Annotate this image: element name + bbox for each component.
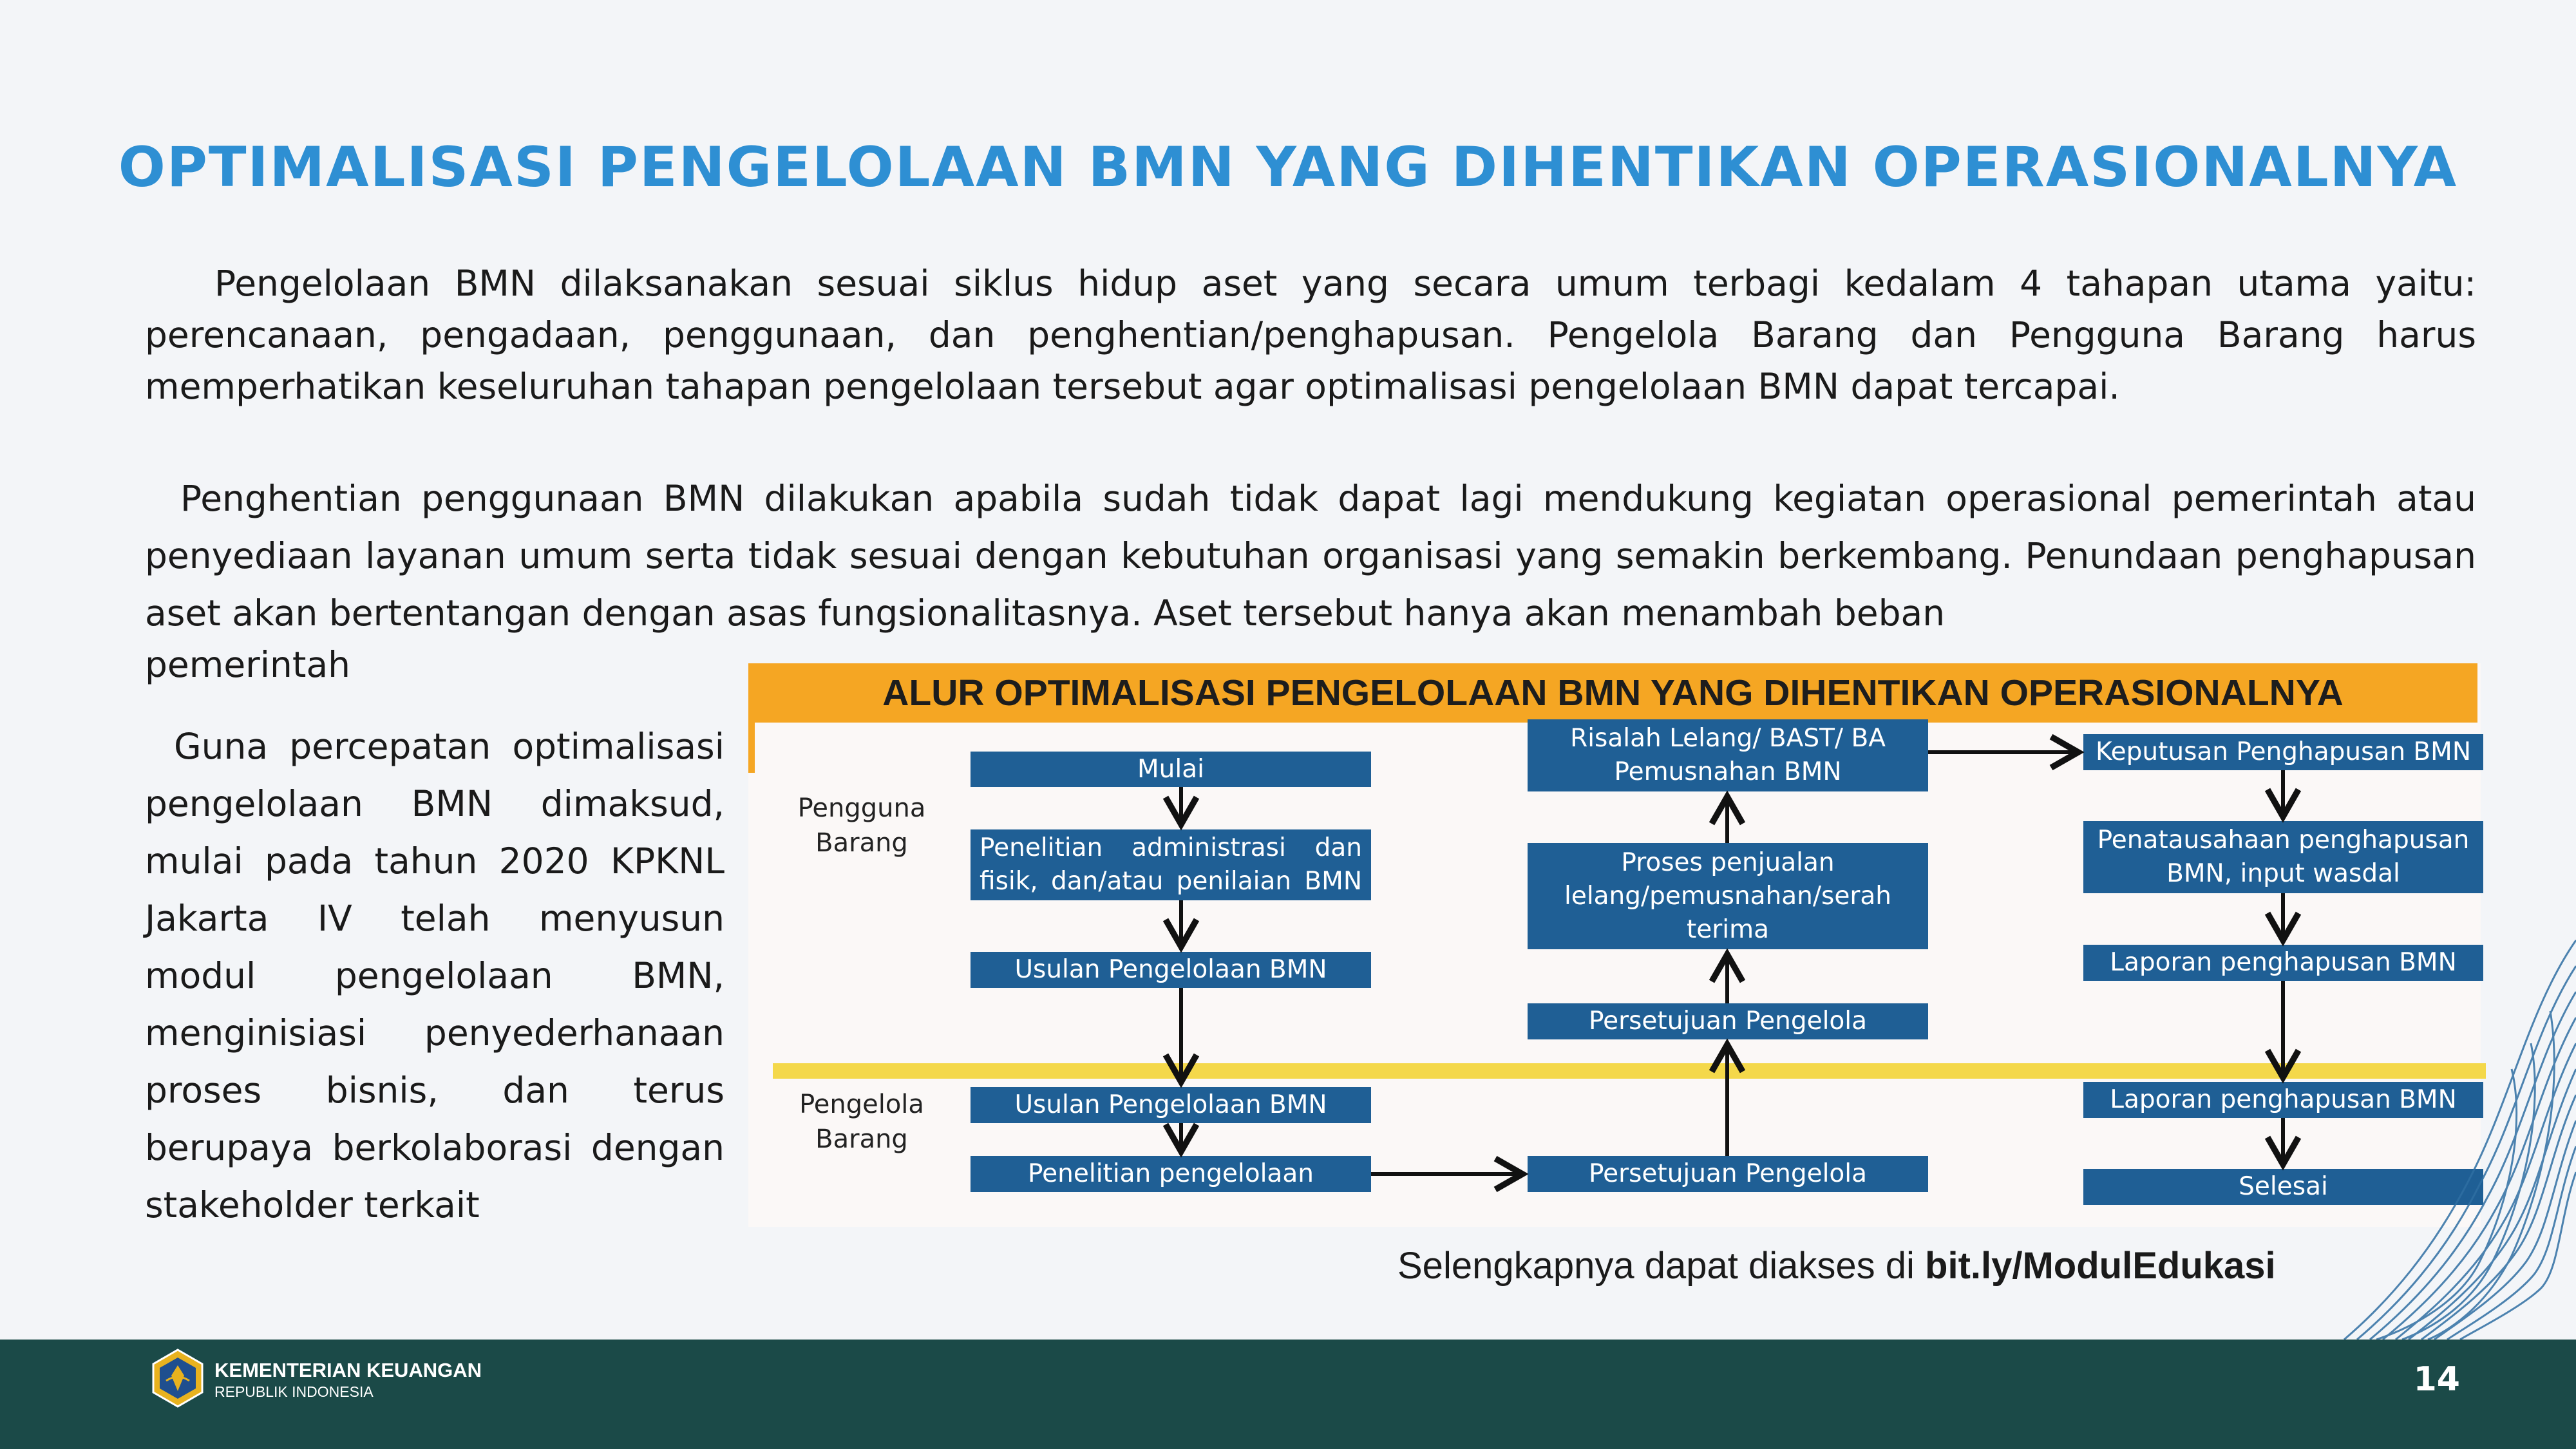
box-penelitian-administrasi: Penelitian administrasi dan fisik, dan/atau penilaian BMN <box>971 829 1371 900</box>
modul-edukasi-link[interactable]: bit.ly/ModulEdukasi <box>1925 1245 2276 1287</box>
ministry-name <box>214 1359 482 1401</box>
page-title: OPTIMALISASI PENGELOLAAN BMN YANG DIHENTIKAN OPERASIONALNYA <box>118 135 2458 200</box>
ministry-name-line1: KEMENTERIAN KEUANGAN <box>214 1359 482 1381</box>
termination-paragraph-end: pemerintah <box>145 644 351 685</box>
box-usulan-pengelola: Usulan Pengelolaan BMN <box>971 1087 1371 1123</box>
page-number: 14 <box>2413 1360 2460 1399</box>
intro-paragraph: Pengelolaan BMN dilaksanakan sesuai siklus hidup aset yang secara umum terbagi kedalam 4 tahapan utama yaitu: perencanaan, pengadaan, penggunaan, dan penghentian/penghapusan. Pengelola Barang dan Pengguna Barang harus memperhatikan keseluruhan tahapan pengelolaan tersebut agar optimalisasi pengelolaan BMN dapat tercapai. <box>145 263 2476 407</box>
diagram-title: ALUR OPTIMALISASI PENGELOLAAN BMN YANG DIHENTIKAN OPERASIONALNYA <box>748 663 2477 723</box>
footer-link-text <box>1397 1244 2276 1287</box>
box-persetujuan-top: Persetujuan Pengelola <box>1528 1003 1928 1039</box>
lane-label-pengelola: Pengelola Barang <box>799 1090 924 1154</box>
box-risalah-lelang: Risalah Lelang/ BAST/ BA Pemusnahan BMN <box>1528 719 1928 791</box>
box-laporan-bottom: Laporan penghapusan BMN <box>2083 1082 2483 1118</box>
box-keputusan-penghapusan: Keputusan Penghapusan BMN <box>2083 734 2483 770</box>
termination-paragraph: Penghentian penggunaan BMN dilakukan apabila sudah tidak dapat lagi mendukung kegiatan operasional pemerintah atau penyediaan layanan umum serta tidak sesuai dengan kebutuhan organisasi yang semakin berkembang. Penundaan penghapusan aset akan bertentangan dengan asas fungsionalitasnya. Aset tersebut hanya akan menambah beban <box>145 478 2476 634</box>
box-laporan-top: Laporan penghapusan BMN <box>2083 945 2483 981</box>
box-mulai: Mulai <box>971 752 1371 787</box>
box-usulan-pengguna: Usulan Pengelolaan BMN <box>971 952 1371 988</box>
box-proses-penjualan: Proses penjualan lelang/pemusnahan/serah terima <box>1528 843 1928 949</box>
ministry-name-line2: REPUBLIK INDONESIA <box>214 1383 374 1400</box>
box-persetujuan-bottom: Persetujuan Pengelola <box>1528 1156 1928 1192</box>
box-penatausahaan: Penatausahaan penghapusan BMN, input wasdal <box>2083 821 2483 893</box>
footer-link-prefix: Selengkapnya dapat diakses di <box>1397 1245 1926 1287</box>
decorative-wave-lines <box>2318 927 2576 1340</box>
box-selesai: Selesai <box>2083 1169 2483 1205</box>
initiative-paragraph: Guna percepatan optimalisasi pengelolaan BMN dimaksud, mulai pada tahun 2020 KPKNL Jakarta IV telah menyusun modul pengelolaan BMN, menginisiasi penyederhanaan proses bisnis, dan terus berupaya berkolaborasi dengan stakeholder terkait <box>145 726 724 1226</box>
lane-label-pengguna: Pengguna Barang <box>797 793 926 858</box>
kemenkeu-logo-icon <box>147 1347 209 1409</box>
box-penelitian-pengelolaan: Penelitian pengelolaan <box>971 1156 1371 1192</box>
